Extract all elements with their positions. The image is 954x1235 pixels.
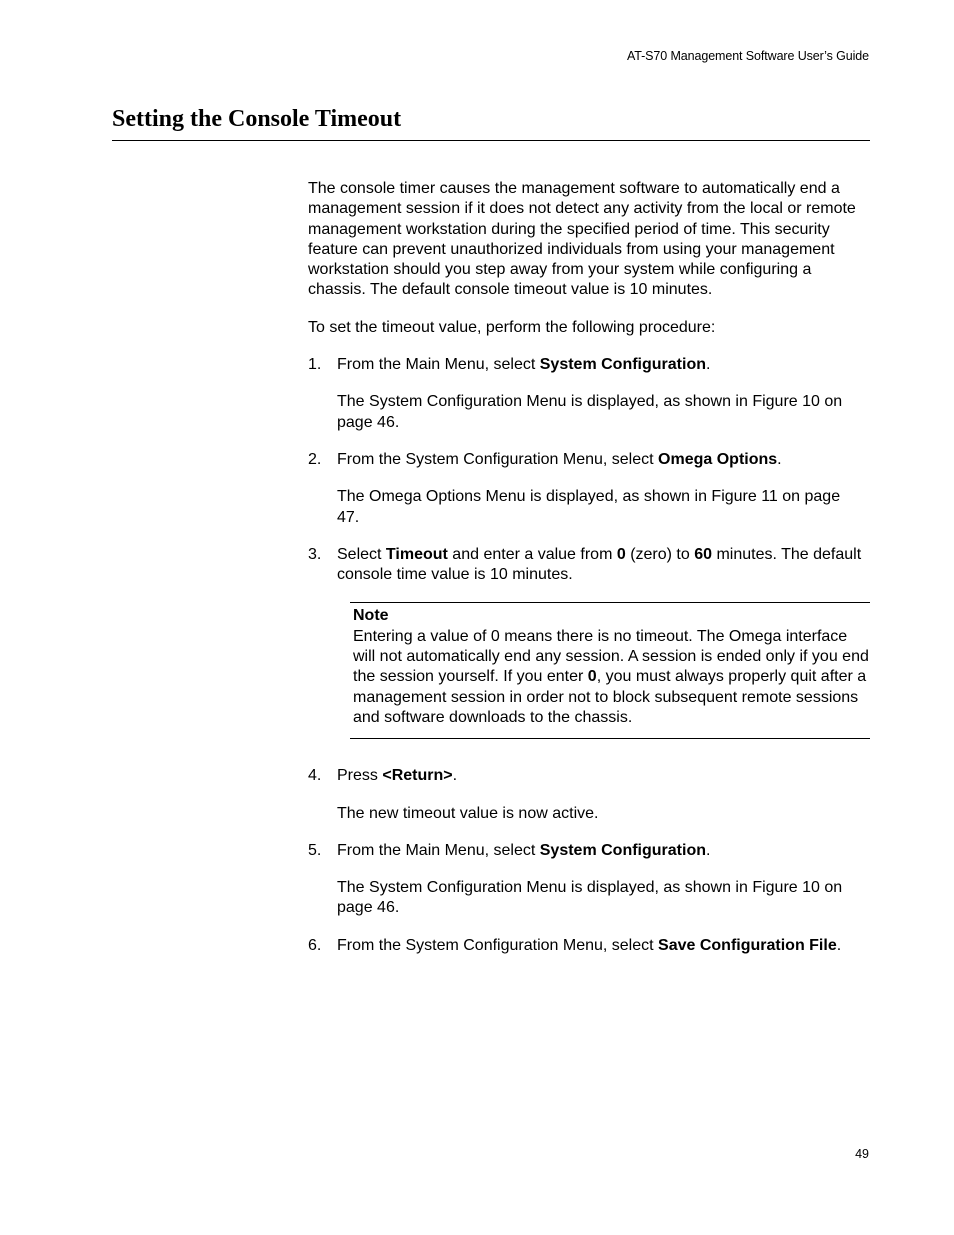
step-text — [337, 355, 870, 375]
step-2 — [308, 450, 870, 470]
step-number: 1. — [308, 356, 322, 374]
page-number: 49 — [855, 1147, 869, 1161]
step-text-pre: Press — [337, 767, 383, 785]
step-text — [337, 766, 870, 786]
step-menu-item: System Configuration — [539, 841, 706, 859]
step-menu-item: System Configuration — [539, 356, 706, 374]
step-1-result: The System Configuration Menu is displayed, as shown in Figure 10 on page 46. — [337, 393, 843, 431]
body-column — [308, 179, 870, 973]
step-4 — [308, 766, 870, 786]
note-box — [350, 602, 870, 739]
title-rule — [112, 140, 870, 141]
step-text-part: minutes. The default console time value is 10 minutes. — [337, 545, 862, 584]
step-text-post: . — [452, 767, 458, 785]
step-6 — [308, 936, 870, 956]
step-max-value: 60 — [694, 545, 713, 563]
step-menu-item: Save Configuration File — [658, 936, 837, 954]
step-text-pre: From the System Configuration Menu, select — [337, 936, 659, 954]
step-3 — [308, 545, 870, 586]
step-number: 4. — [308, 767, 322, 785]
step-text-part: and enter a value from — [447, 545, 617, 563]
step-2-result: The Omega Options Menu is displayed, as shown in Figure 11 on page 47. — [337, 488, 841, 526]
note-text-pre: Entering a value of 0 means there is no timeout. The Omega interface will not automatically end any session. A session is ended only if you end the session yourself. If you enter — [353, 627, 869, 686]
step-text-post: . — [705, 841, 711, 859]
step-number: 6. — [308, 936, 322, 954]
step-text-part: Select — [337, 545, 386, 563]
step-text — [337, 841, 870, 861]
step-4-result: The new timeout value is now active. — [337, 804, 599, 822]
step-text — [337, 936, 870, 956]
step-5-result: The System Configuration Menu is displayed, as shown in Figure 10 on page 46. — [337, 879, 843, 917]
step-menu-item: Omega Options — [658, 450, 778, 468]
step-key: <Return> — [382, 767, 453, 785]
step-number: 5. — [308, 841, 322, 859]
step-menu-item: Timeout — [385, 545, 448, 563]
step-number: 2. — [308, 450, 322, 468]
step-text-pre: From the Main Menu, select — [337, 356, 540, 374]
step-5 — [308, 841, 870, 861]
note-title: Note — [353, 607, 389, 625]
step-text — [337, 450, 870, 470]
procedure-lead: To set the timeout value, perform the following procedure: — [308, 318, 716, 336]
step-1 — [308, 355, 870, 375]
note-text-post: , you must always properly quit after a management session in order not to block subsequent remote sessions and software downloads to the chassis. — [353, 668, 867, 726]
step-text-post: . — [777, 450, 782, 468]
note-bold-value: 0 — [587, 668, 597, 686]
step-number: 3. — [308, 545, 322, 563]
step-text-part: (zero) to — [625, 545, 695, 563]
section-title: Setting the Console Timeout — [112, 106, 402, 132]
step-text — [337, 545, 870, 586]
step-text-pre: From the System Configuration Menu, select — [337, 450, 659, 468]
step-text-post: . — [836, 936, 842, 954]
note-text — [353, 627, 870, 728]
step-text-post: . — [705, 356, 711, 374]
step-text-pre: From the Main Menu, select — [337, 841, 540, 859]
step-min-value: 0 — [616, 545, 626, 563]
running-header: AT-S70 Management Software User’s Guide — [626, 49, 869, 63]
intro-paragraph: The console timer causes the management software to automatically end a management session if it does not detect any activity from the local or remote management workstation during the specified period of time. This security feature can prevent unauthorized individuals from using your management workstation should you step away from your system while configuring a chassis. The default console timeout value is 10 minutes. — [308, 180, 856, 299]
